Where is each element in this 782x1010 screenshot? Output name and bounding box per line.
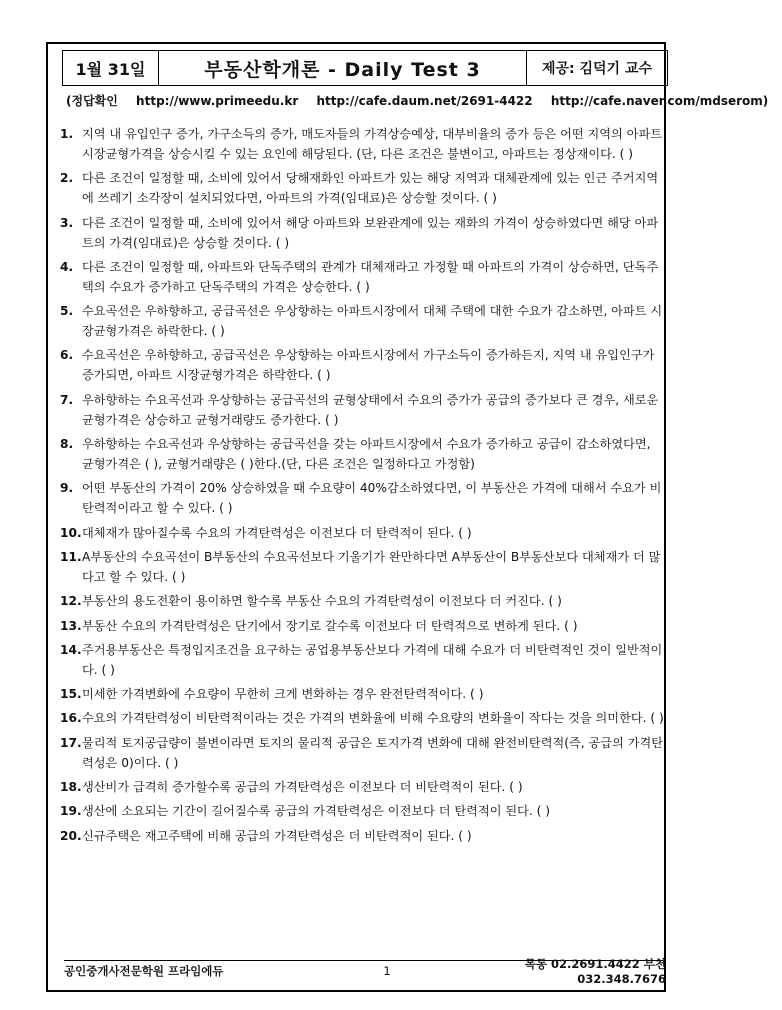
question-text: 신규주택은 재고주택에 비해 공급의 가격탄력성은 더 비탄력적이 된다. ( ) <box>82 828 472 843</box>
header-box <box>62 50 668 86</box>
question-item <box>60 523 666 543</box>
question-item <box>60 826 666 846</box>
question-number: 15. <box>60 687 82 702</box>
question-number: 11. <box>60 549 82 564</box>
question-number: 17. <box>60 735 82 750</box>
professor-credit: 제공: 김덕기 교수 <box>541 61 652 77</box>
question-text: 수요의 가격탄력성이 비탄력적이라는 것은 가격의 변화율에 비해 수요량의 변화율이 작다는 것을 의미한다. ( ) <box>82 711 664 726</box>
question-text: 우하향하는 수요곡선과 우상향하는 공급곡선을 갖는 아파트시장에서 수요가 증가하고 공급이 감소하였다면, 균형가격은 ( ), 균형거래량은 ( )한다.(단, 다른 조건은 일정하다고 가정함) <box>82 437 651 472</box>
question-text: 지역 내 유입인구 증가, 가구소득의 증가, 매도자들의 가격상승예상, 대부비율의 증가 등은 어떤 지역의 아파트 시장균형가격을 상승시킬 수 있는 요인에 해당된다. (단, 다른 조건은 불변이고, 아파트는 정상재이다. ( ) <box>82 127 663 161</box>
question-item <box>60 168 666 208</box>
question-item <box>60 801 666 821</box>
question-number: 19. <box>60 804 82 819</box>
question-text: 다른 조건이 일정할 때, 소비에 있어서 당해재화인 아파트가 있는 해당 지역과 대체관계에 있는 인근 주거지역에 쓰레기 소각장이 설치되었다면, 아파트의 가격(임대료)은 상승할 것이다. ( ) <box>82 171 659 206</box>
question-item <box>60 345 666 385</box>
page-footer <box>64 957 666 986</box>
question-item <box>60 257 666 297</box>
question-text: 어떤 부동산의 가격이 20% 상승하였을 때 수요량이 40%감소하였다면, 이 부동산은 가격에 대해서 수요가 비탄력적이라고 할 수 있다. ( ) <box>82 481 662 516</box>
academy-name: 공인중개사전문학원 프라임에듀 <box>64 964 224 978</box>
question-text: 수요곡선은 우하향하고, 공급곡선은 우상향하는 아파트시장에서 대체 주택에 대한 수요가 감소하면, 아파트 시장균형가격은 하락한다. ( ) <box>82 304 663 339</box>
question-list <box>60 124 666 850</box>
question-number: 9. <box>60 481 74 496</box>
question-text: 물리적 토지공급량이 불변이라면 토지의 물리적 공급은 토지가격 변화에 대해 완전비탄력적(즉, 공급의 가격탄력성은 0)이다. ( ) <box>82 735 664 770</box>
question-text: 미세한 가격변화에 수요량이 무한히 크게 변화하는 경우 완전탄력적이다. ( ) <box>82 687 484 702</box>
question-number: 2. <box>60 171 74 186</box>
page-title: 부동산학개론 - Daily Test 3 <box>159 51 527 85</box>
question-number: 3. <box>60 215 74 230</box>
question-number: 7. <box>60 392 74 407</box>
link-primeedu[interactable]: http://www.primeedu.kr <box>136 94 299 108</box>
question-item <box>60 213 666 253</box>
question-item <box>60 478 666 518</box>
link-daum-cafe[interactable]: http://cafe.daum.net/2691-4422 <box>316 94 533 108</box>
question-number: 14. <box>60 642 82 657</box>
question-item <box>60 640 666 680</box>
question-item <box>60 616 666 636</box>
question-number: 8. <box>60 437 74 452</box>
link-naver-cafe[interactable]: http://cafe.naver.com/mdserom) <box>550 94 769 108</box>
question-text: 부동산 수요의 가격탄력성은 단기에서 장기로 갈수록 이전보다 더 탄력적으로 변하게 된다. ( ) <box>82 618 578 633</box>
question-text: 생산비가 급격히 증가할수록 공급의 가격탄력성은 이전보다 더 비탄력적이 된다. ( ) <box>82 780 523 795</box>
question-item <box>60 591 666 611</box>
question-text: 다른 조건이 일정할 때, 소비에 있어서 해당 아파트와 보완관계에 있는 재화의 가격이 상승하였다면 해당 아파트의 가격(임대료)은 상승할 것이다. ( ) <box>82 215 659 250</box>
question-text: 대체재가 많아질수록 수요의 가격탄력성은 이전보다 더 탄력적이 된다. ( ) <box>82 525 472 540</box>
question-item <box>60 301 666 341</box>
test-date: 1월 31일 <box>63 51 159 85</box>
answer-links <box>66 92 782 109</box>
question-text: A부동산의 수요곡선이 B부동산의 수요곡선보다 기울기가 완만하다면 A부동산이 B부동산보다 대체재가 더 많다고 할 수 있다. ( ) <box>82 549 661 584</box>
question-item <box>60 708 666 728</box>
question-number: 1. <box>60 127 74 141</box>
question-number: 10. <box>60 525 82 540</box>
question-text: 생산에 소요되는 기간이 길어질수록 공급의 가격탄력성은 이전보다 더 탄력적이 된다. ( ) <box>82 804 551 819</box>
question-text: 다른 조건이 일정할 때, 아파트와 단독주택의 관계가 대체재라고 가정할 때 아파트의 가격이 상승하면, 단독주택의 수요가 증가하고 단독주택의 가격은 상승한다. ( ) <box>82 259 659 294</box>
question-number: 18. <box>60 780 82 795</box>
question-item <box>60 547 666 587</box>
question-number: 20. <box>60 828 82 843</box>
question-text: 부동산의 용도전환이 용이하면 할수록 부동산 수요의 가격탄력성이 이전보다 더 커진다. ( ) <box>82 594 562 609</box>
page-number: 1 <box>383 964 391 978</box>
answer-label: (정답확인 <box>66 94 118 108</box>
question-number: 6. <box>60 348 74 363</box>
question-item <box>60 124 666 164</box>
question-item <box>60 777 666 797</box>
question-number: 4. <box>60 259 74 274</box>
question-text: 수요곡선은 우하향하고, 공급곡선은 우상향하는 아파트시장에서 가구소득이 증가하든지, 지역 내 유입인구가 증가되면, 아파트 시장균형가격은 하락한다. ( ) <box>82 348 655 383</box>
question-number: 12. <box>60 594 82 609</box>
question-text: 우하향하는 수요곡선과 우상향하는 공급곡선의 균형상태에서 수요의 증가가 공급의 증가보다 큰 경우, 새로운 균형가격은 상승하고 균형거래량도 증가한다. ( ) <box>82 392 659 427</box>
question-item <box>60 390 666 430</box>
question-number: 16. <box>60 711 82 726</box>
question-item <box>60 434 666 474</box>
question-item <box>60 684 666 704</box>
question-number: 13. <box>60 618 82 633</box>
question-number: 5. <box>60 304 74 319</box>
question-text: 주거용부동산은 특정입지조건을 요구하는 공업용부동산보다 가격에 대해 수요가 더 비탄력적인 것이 일반적이다. ( ) <box>82 642 663 677</box>
contact-phones: 목동 02.2691.4422 부천 032.348.7676 <box>524 957 666 986</box>
question-item <box>60 733 666 773</box>
